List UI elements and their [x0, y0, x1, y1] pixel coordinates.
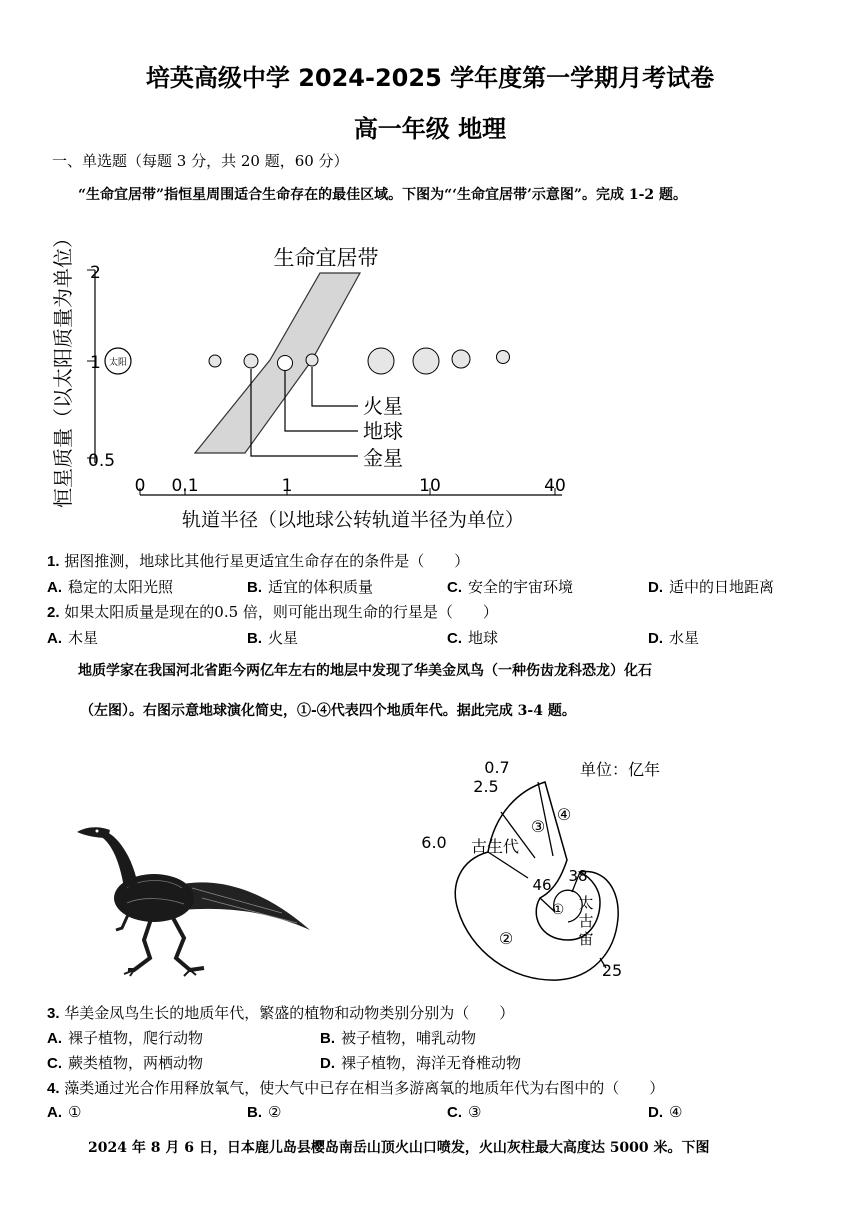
marker-4: ④: [556, 805, 572, 824]
planet-uranus: [452, 350, 470, 368]
q2-option-a[interactable]: A. 木星: [47, 629, 99, 647]
age-2.5: 2.5: [473, 777, 499, 796]
era-archean-1: 太: [578, 894, 594, 912]
marker-1: ①: [551, 902, 565, 918]
planet-earth: [278, 356, 293, 371]
q2-option-b[interactable]: B. 火星: [247, 629, 299, 647]
intro-paragraph-2-line-1: 地质学家在我国河北省距今两亿年左右的地层中发现了华美金凤鸟（一种伤齿龙科恐龙）化石: [78, 663, 652, 679]
exam-title: 培英高级中学 2024-2025 学年度第一学期月考试卷: [145, 64, 715, 92]
age-46: 46: [532, 876, 552, 894]
question-3: 3. 华美金凤鸟生长的地质年代，繁盛的植物和动物类别分别为（ ）: [47, 1004, 515, 1022]
q3-option-d[interactable]: D. 裸子植物，海洋无脊椎动物: [320, 1054, 522, 1072]
planet-mercury: [209, 355, 221, 367]
q3-option-c[interactable]: C. 蕨类植物，两栖动物: [47, 1054, 204, 1072]
age-38: 38: [568, 867, 588, 885]
label-venus: 金星: [363, 446, 403, 470]
x-axis-label: 轨道半径（以地球公转轨道半径为单位）: [181, 509, 525, 531]
x-tick-1: 1: [281, 476, 293, 496]
q1-option-b[interactable]: B. 适宜的体积质量: [247, 578, 374, 596]
question-4: 4. 藻类通过光合作用释放氧气，使大气中已存在相当多游离氧的地质年代为右图中的（ ）: [47, 1079, 665, 1097]
question-2: 2. 如果太阳质量是现在的0.5 倍，则可能出现生命的行星是（ ）: [47, 603, 498, 621]
planet-mars: [306, 354, 318, 366]
q1-option-d[interactable]: D. 适中的日地距离: [648, 578, 775, 596]
planet-neptune: [497, 351, 510, 364]
habitable-zone-title: 生命宜居带: [273, 246, 379, 270]
dinosaur-fossil-illustration: [72, 818, 317, 980]
exam-subtitle: 高一年级 地理: [353, 115, 507, 143]
intro-paragraph-1: “生命宜居带”指恒星周围适合生命存在的最佳区域。下图为“‘生命宜居带’示意图”。完成 1-2 题。: [78, 187, 687, 203]
habitable-zone-figure: [40, 225, 580, 535]
q3-option-a[interactable]: A. 裸子植物，爬行动物: [47, 1029, 204, 1047]
unit-label: 单位：亿年: [580, 760, 661, 779]
y-tick-0.5: 0.5: [88, 451, 116, 471]
age-6.0: 6.0: [421, 833, 447, 852]
q4-option-a[interactable]: A. ①: [47, 1103, 82, 1121]
q4-option-b[interactable]: B. ②: [247, 1103, 282, 1121]
marker-3: ③: [530, 817, 546, 836]
sun-label: 太阳: [108, 358, 128, 368]
geologic-time-spiral: [410, 750, 700, 990]
intro-paragraph-3: 2024 年 8 月 6 日，日本鹿儿岛县樱岛南岳山顶火山口喷发，火山灰柱最大高度达 5000 米。下图: [88, 1140, 710, 1156]
q1-option-a[interactable]: A. 稳定的太阳光照: [47, 578, 174, 596]
q1-option-c[interactable]: C. 安全的宇宙环境: [447, 578, 574, 596]
planet-saturn: [413, 348, 439, 374]
q2-option-d[interactable]: D. 水星: [648, 629, 700, 647]
label-earth: 地球: [363, 419, 403, 443]
marker-2: ②: [498, 929, 514, 948]
era-archean-2: 古: [578, 912, 594, 930]
question-1: 1. 据图推测，地球比其他行星更适宜生命存在的条件是（ ）: [47, 552, 470, 570]
label-mars: 火星: [363, 394, 403, 418]
q4-option-d[interactable]: D. ④: [648, 1103, 683, 1121]
age-25: 25: [601, 961, 623, 980]
era-paleozoic: 古生代: [470, 837, 520, 856]
q3-option-b[interactable]: B. 被子植物，哺乳动物: [320, 1029, 477, 1047]
x-tick-0: 0: [134, 476, 146, 496]
era-archean-3: 宙: [578, 930, 594, 948]
age-0.7: 0.7: [484, 758, 510, 777]
q4-option-c[interactable]: C. ③: [447, 1103, 482, 1121]
x-tick-10: 10: [419, 476, 441, 496]
y-tick-2: 2: [90, 263, 101, 283]
x-tick-40: 40: [544, 476, 566, 496]
q2-option-c[interactable]: C. 地球: [447, 629, 499, 647]
planet-jupiter: [368, 348, 394, 374]
x-tick-0.1: 0.1: [171, 476, 199, 496]
y-axis-label: 恒星质量（以太阳质量为单位）: [51, 228, 75, 508]
intro-paragraph-2-line-2: （左图）。右图示意地球演化简史，①-④代表四个地质年代。据此完成 3-4 题。: [80, 703, 576, 719]
y-tick-1: 1: [90, 353, 101, 373]
planet-venus: [244, 354, 258, 368]
section-heading: 一、单选题（每题 3 分，共 20 题，60 分）: [52, 152, 349, 170]
